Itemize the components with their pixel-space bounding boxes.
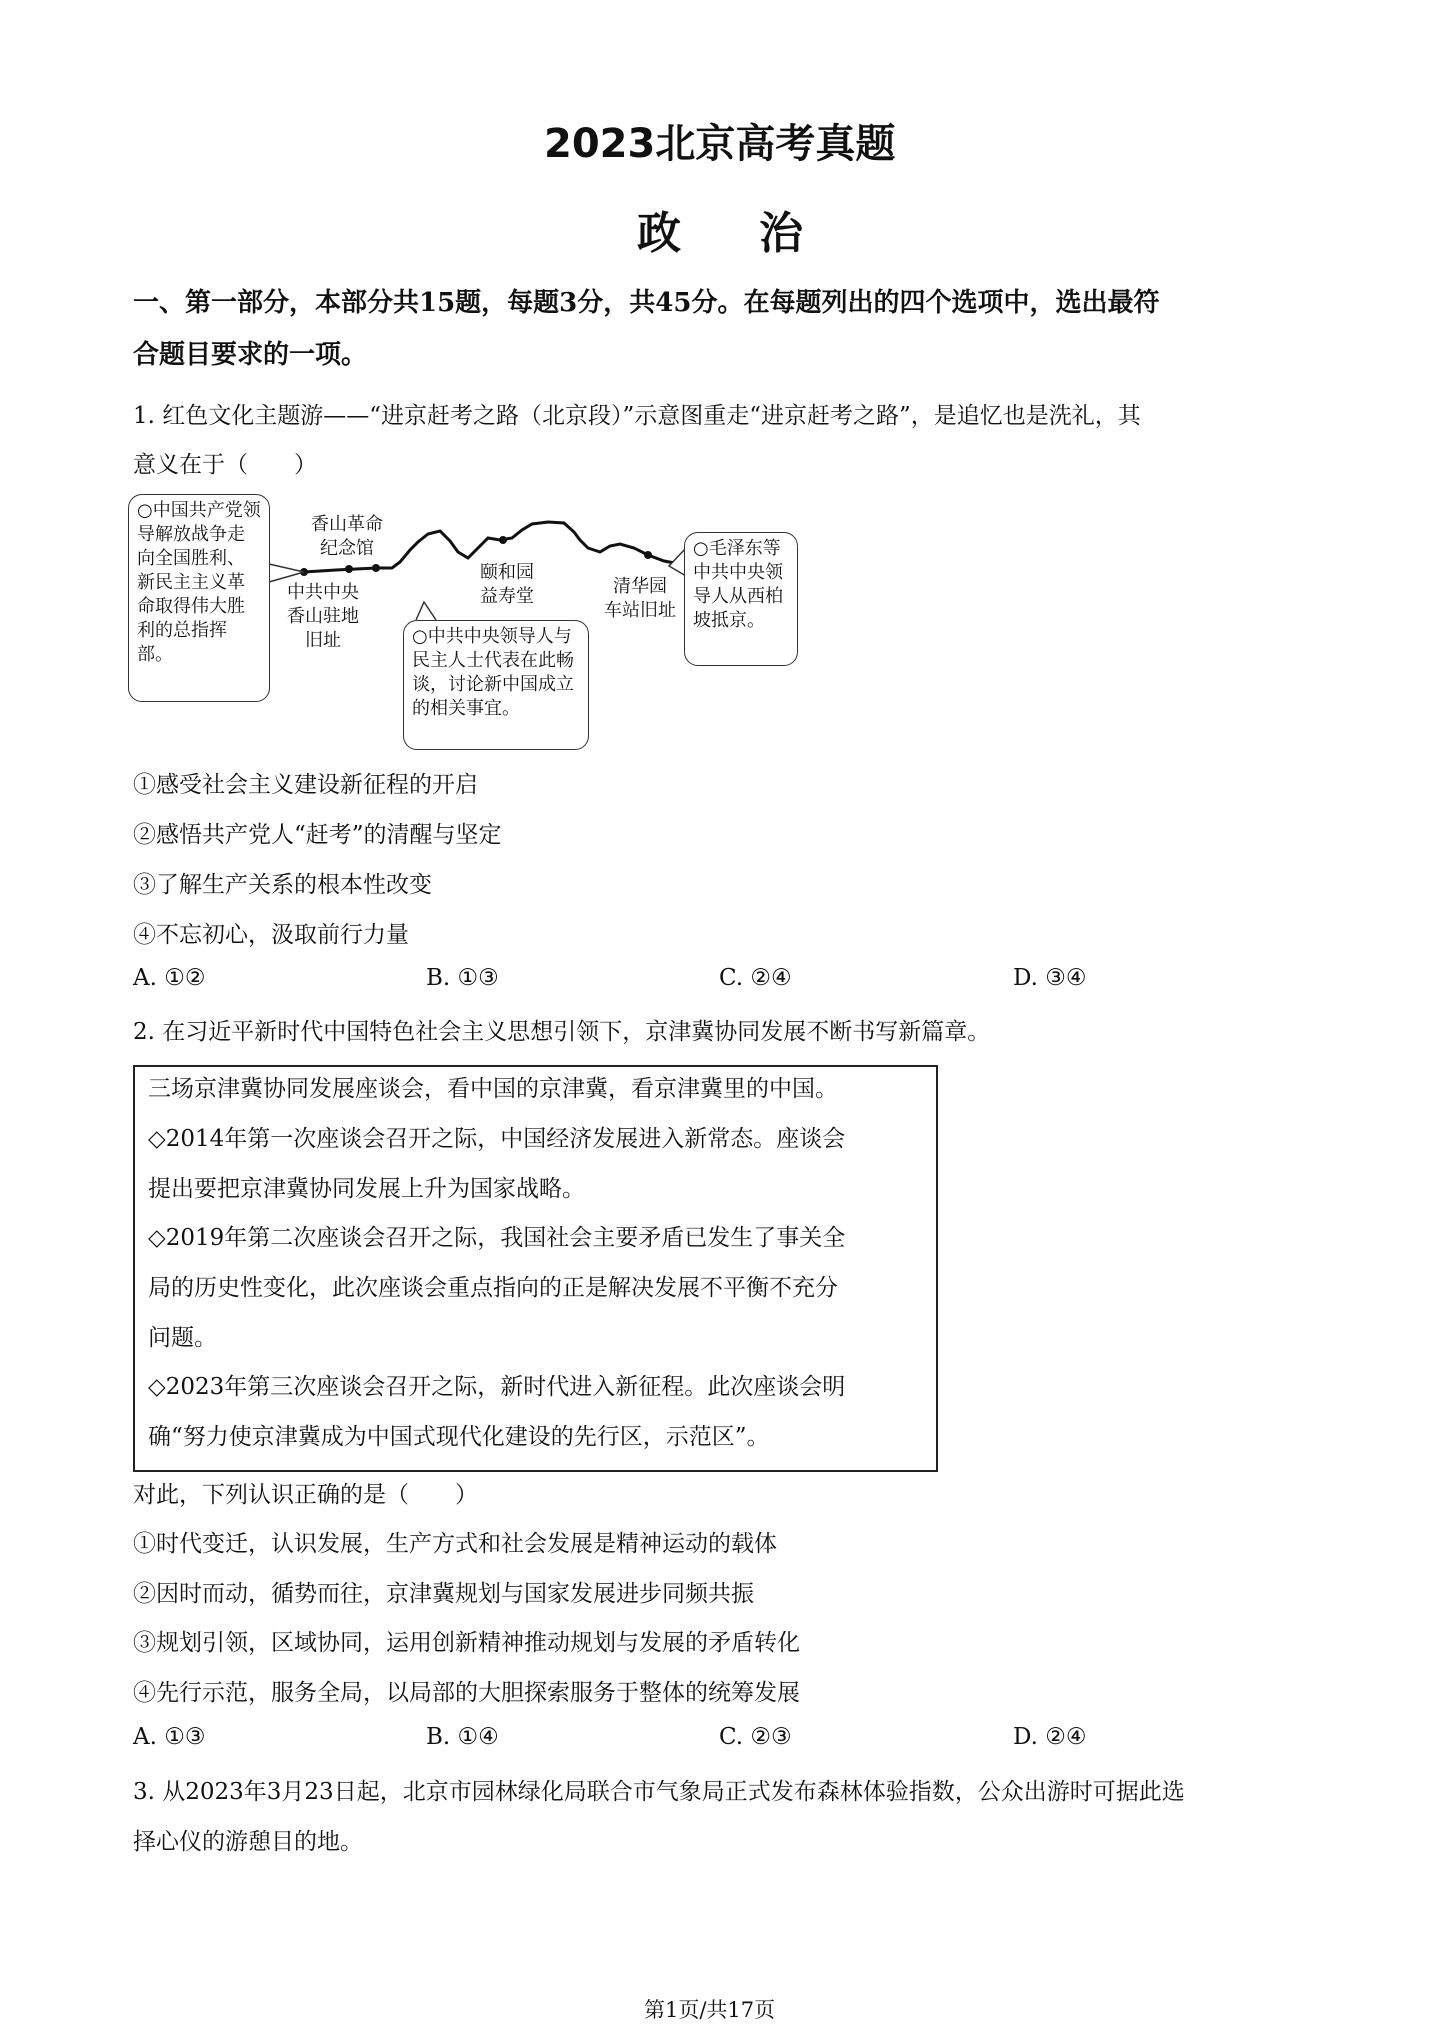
q1-option-c[interactable]: C. ②④ xyxy=(719,965,792,991)
route-diagram xyxy=(128,486,808,756)
q2-item-1: ①时代变迁，认识发展，生产方式和社会发展是精神运动的载体 xyxy=(133,1531,777,1557)
label-xiangshan-line1: 香山革命 xyxy=(311,514,383,535)
q1-item-2: ②感悟共产党人“赶考”的清醒与坚定 xyxy=(133,822,502,848)
label-xiangshan-line2: 纪念馆 xyxy=(320,538,374,559)
q2-box-line-7: ◇2023年第三次座谈会召开之际，新时代进入新征程。此次座谈会明 xyxy=(148,1374,846,1400)
q3-stem-line1: 3. 从2023年3月23日起，北京市园林绿化局联合市气象局正式发布森林体验指数，公众出游时可据此选 xyxy=(133,1779,1185,1805)
q1-option-d[interactable]: D. ③④ xyxy=(1013,965,1087,991)
label-zhonggong-line2: 香山驻地 xyxy=(287,606,359,627)
q2-box-line-2: ◇2014年第一次座谈会召开之际，中国经济发展进入新常态。座谈会 xyxy=(148,1126,846,1152)
callout-middle: ○中共中央领导人与民主人士代表在此畅谈，讨论新中国成立的相关事宜。 xyxy=(403,620,589,750)
page-number: 第1页/共17页 xyxy=(644,1998,776,2022)
callout-left: ○中国共产党领导解放战争走向全国胜利、新民主主义革命取得伟大胜利的总指挥部。 xyxy=(128,494,270,702)
callout-left-pointer xyxy=(269,564,304,582)
q2-option-b[interactable]: B. ①④ xyxy=(426,1724,499,1750)
label-qinghua-line1: 清华园 xyxy=(613,576,667,597)
q2-stem: 2. 在习近平新时代中国特色社会主义思想引领下，京津冀协同发展不断书写新篇章。 xyxy=(133,1019,991,1045)
label-yiheyuan-line2: 益寿堂 xyxy=(480,586,534,607)
callout-middle-pointer xyxy=(416,602,436,620)
q2-box-line-1: 三场京津冀协同发展座谈会，看中国的京津冀，看京津冀里的中国。 xyxy=(148,1076,838,1102)
stop-yiheyuan-dot xyxy=(499,536,507,544)
label-zhonggong-line1: 中共中央 xyxy=(287,582,359,603)
q2-item-2: ②因时而动，循势而往，京津冀规划与国家发展进步同频共振 xyxy=(133,1581,754,1607)
q2-box-line-5: 局的历史性变化，此次座谈会重点指向的正是解决发展不平衡不充分 xyxy=(148,1275,838,1301)
q1-item-4: ④不忘初心，汲取前行力量 xyxy=(133,922,409,948)
label-yiheyuan-line1: 颐和园 xyxy=(480,562,534,583)
q1-item-3: ③了解生产关系的根本性改变 xyxy=(133,872,432,898)
q1-stem-line1: 1. 红色文化主题游——“进京赶考之路（北京段）”示意图重走“进京赶考之路”，是追忆也是洗礼，其 xyxy=(133,403,1141,429)
q2-box-line-8: 确“努力使京津冀成为中国式现代化建设的先行区，示范区”。 xyxy=(148,1424,770,1450)
stop-xiangshan-dot-2 xyxy=(372,564,380,572)
q2-option-c[interactable]: C. ②③ xyxy=(719,1724,792,1750)
label-zhonggong-line3: 旧址 xyxy=(305,630,341,651)
section-instruction-line2: 合题目要求的一项。 xyxy=(133,340,368,370)
q1-stem-line2: 意义在于（ ） xyxy=(133,452,317,478)
callout-right: ○毛泽东等中共中央领导人从西柏坡抵京。 xyxy=(684,532,798,666)
q1-item-1: ①感受社会主义建设新征程的开启 xyxy=(133,772,478,798)
q2-option-a[interactable]: A. ①③ xyxy=(133,1724,206,1750)
q2-box-line-4: ◇2019年第二次座谈会召开之际，我国社会主要矛盾已发生了事关全 xyxy=(148,1225,846,1251)
section-instruction-line1: 一、第一部分，本部分共15题，每题3分，共45分。在每题列出的四个选项中，选出最符 xyxy=(133,288,1160,318)
stop-qinghua-dot xyxy=(644,551,652,559)
q1-option-b[interactable]: B. ①③ xyxy=(426,965,499,991)
stop-xiangshan-dot-1 xyxy=(345,565,353,573)
subject-title: 政治 xyxy=(637,208,881,259)
q3-stem-line2: 择心仪的游憩目的地。 xyxy=(133,1829,363,1855)
q2-item-4: ④先行示范，服务全局，以局部的大胆探索服务于整体的统筹发展 xyxy=(133,1680,800,1706)
exam-title: 2023北京高考真题 xyxy=(544,121,896,167)
q2-option-d[interactable]: D. ②④ xyxy=(1013,1724,1087,1750)
q2-box-line-6: 问题。 xyxy=(148,1325,217,1351)
q1-option-a[interactable]: A. ①② xyxy=(133,965,206,991)
q2-box-line-3: 提出要把京津冀协同发展上升为国家战略。 xyxy=(148,1176,585,1202)
label-qinghua-line2: 车站旧址 xyxy=(604,600,676,621)
q2-question: 对此，下列认识正确的是（ ） xyxy=(133,1482,478,1508)
q2-item-3: ③规划引领，区域协同，运用创新精神推动规划与发展的矛盾转化 xyxy=(133,1630,800,1656)
